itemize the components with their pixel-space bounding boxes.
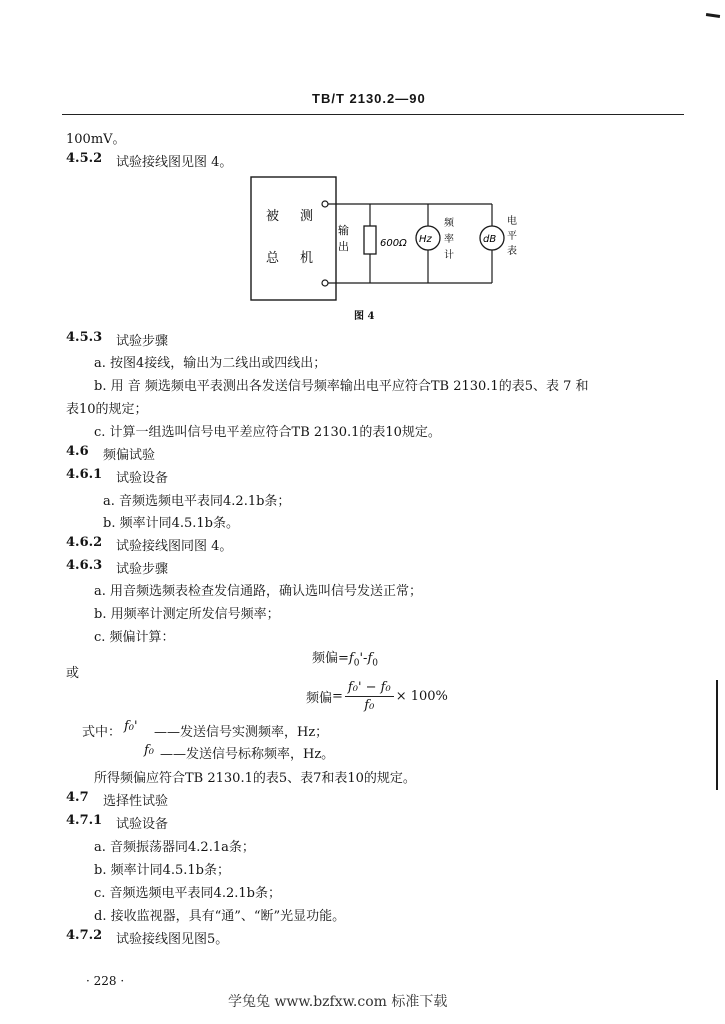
figure-4-diagram	[248, 174, 528, 314]
terminal-top	[322, 201, 328, 207]
section-number: 4.6.2	[66, 535, 103, 550]
section-number: 4.5.2	[66, 151, 103, 166]
section-title: 选择性试验	[103, 794, 169, 809]
fraction: $\frac{\text{f₀' − f₀}}{\text{f₀}}$	[345, 680, 394, 713]
page-header: TB/T 2130.2—90	[312, 91, 426, 106]
section-number: 4.6	[66, 444, 89, 459]
list-item: a. 按图4接线，输出为二线出或四线出；	[94, 356, 327, 371]
figure-caption: 图 4	[354, 311, 375, 322]
section-title: 试验步骤	[116, 562, 169, 577]
box-char-2: 测	[300, 209, 314, 224]
section-number: 4.6.3	[66, 558, 103, 573]
right-edge-mark	[716, 680, 718, 790]
output-label-1: 输	[338, 224, 349, 237]
list-item: c. 频偏计算：	[94, 630, 175, 645]
section-title: 试验设备	[116, 817, 169, 832]
list-item: b. 频率计同4.5.1b条。	[103, 516, 239, 531]
list-item: a. 音频选频电平表同4.2.1b条；	[103, 494, 291, 509]
resistor-600	[364, 226, 376, 254]
section-number: 4.6.1	[66, 467, 103, 482]
definition-text: ——发送信号标称频率，Hz。	[160, 747, 335, 762]
section-number: 4.7.2	[66, 928, 103, 943]
definition-symbol: f₀	[144, 743, 155, 758]
corner-mark	[706, 13, 720, 18]
resistor-label: 600Ω	[380, 238, 407, 249]
list-item: a. 用音频选频表检查发信通路，确认选叫信号发送正常；	[94, 584, 423, 599]
section-title: 试验接线图见图5。	[116, 932, 229, 947]
hz-label: Hz	[419, 234, 432, 245]
text-line: 表10的规定；	[66, 402, 148, 417]
list-item: a. 音频振荡器同4.2.1a条；	[94, 840, 255, 855]
list-item: b. 用 音 频选频电平表测出各发送信号频率输出电平应符合TB 2130.1的表5、表 7 和	[94, 379, 589, 394]
header-rule	[62, 114, 684, 115]
watermark: 学兔兔 www.bzfxw.com 标准下载	[228, 994, 448, 1010]
list-item: b. 用频率计测定所发信号频率；	[94, 607, 280, 622]
section-title: 试验设备	[116, 471, 169, 486]
text-line: 式中：	[82, 725, 122, 740]
section-number: 4.7.1	[66, 813, 103, 828]
text-line: 或	[66, 666, 80, 681]
box-char-1: 被	[266, 209, 280, 224]
level-label-2: 平	[507, 231, 517, 242]
section-title: 试验接线图见图 4。	[116, 155, 233, 170]
section-title: 频偏试验	[103, 448, 156, 463]
box-char-4: 机	[300, 251, 314, 266]
freq-label-3: 计	[444, 250, 454, 261]
db-label: dB	[483, 234, 497, 245]
list-item: c. 计算一组选叫信号电平差应符合TB 2130.1的表10规定。	[94, 425, 441, 440]
definition-symbol: f₀'	[124, 719, 138, 734]
definition-text: ——发送信号实测频率，Hz；	[154, 725, 329, 740]
list-item: d. 接收监视器，具有“通”、“断”光显功能。	[94, 909, 346, 924]
level-label-1: 电	[507, 216, 517, 227]
level-label-3: 表	[507, 246, 517, 257]
section-number: 4.7	[66, 790, 89, 805]
section-title: 试验接线图同图 4。	[116, 539, 233, 554]
list-item: b. 频率计同4.5.1b条；	[94, 863, 230, 878]
formula-frequency-offset: 频偏$=f_0'-f_0$	[312, 651, 378, 669]
text-line: 所得频偏应符合TB 2130.1的表5、表7和表10的规定。	[94, 771, 416, 786]
page-number: · 228 ·	[86, 974, 125, 988]
terminal-bottom	[322, 280, 328, 286]
formula-frequency-offset-percent: 频偏= $\frac{\text{f₀' − f₀}}{\text{f₀}}$ × 100%	[306, 680, 448, 713]
formula-lhs: 频偏	[312, 651, 339, 666]
box-char-3: 总	[266, 251, 280, 266]
output-label-2: 出	[338, 240, 349, 253]
section-number: 4.5.3	[66, 330, 103, 345]
freq-label-2: 率	[444, 234, 454, 245]
list-item: c. 音频选频电平表同4.2.1b条；	[94, 886, 281, 901]
text-line: 100mV。	[66, 132, 126, 147]
freq-label-1: 频	[444, 218, 454, 229]
section-title: 试验步骤	[116, 334, 169, 349]
